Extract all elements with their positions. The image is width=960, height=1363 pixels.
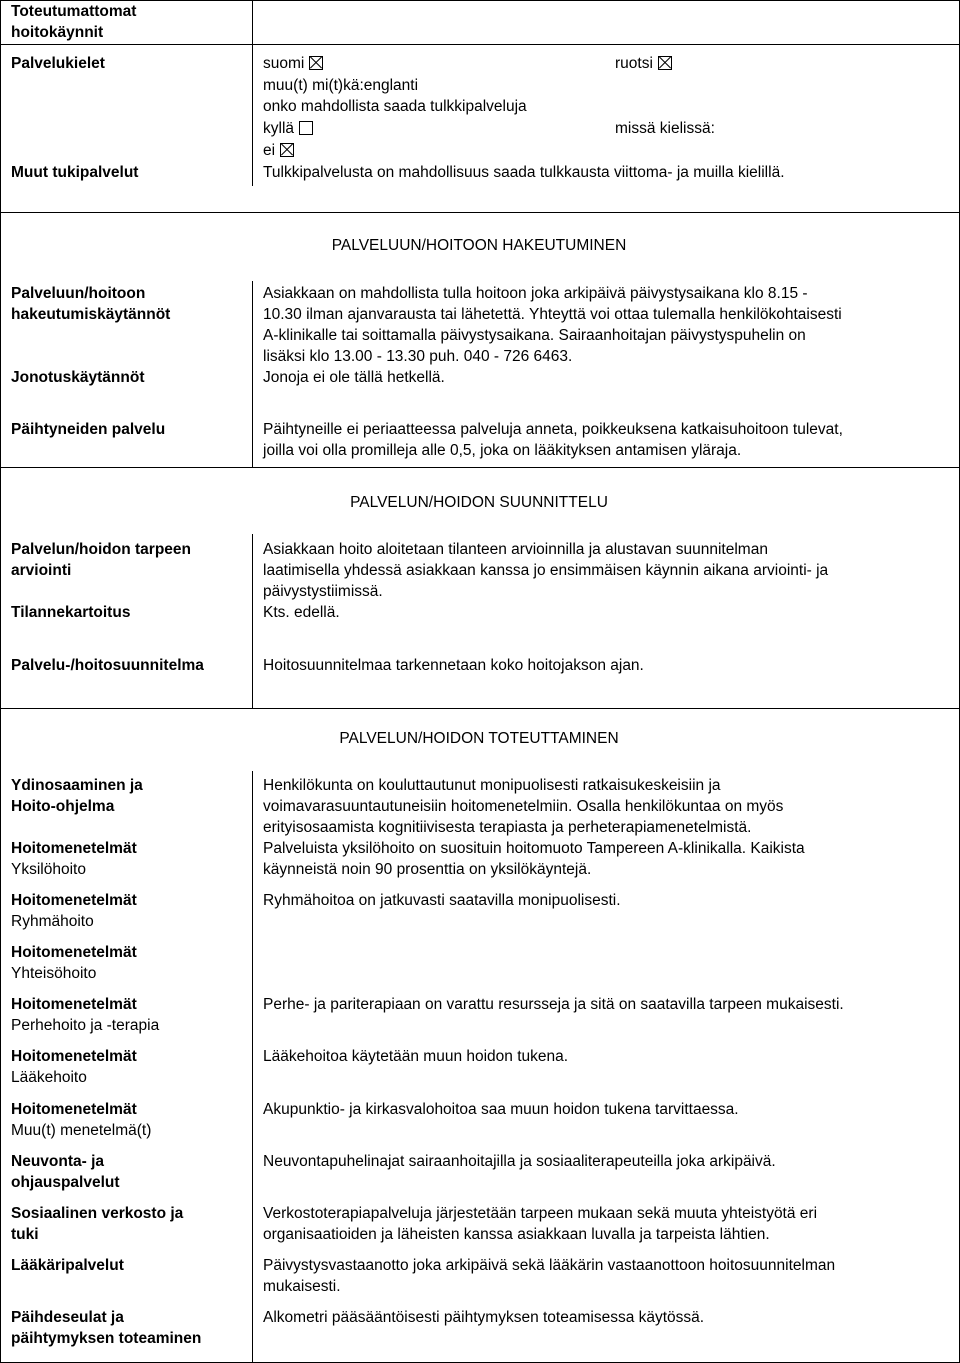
finnish-label: suomi	[263, 55, 305, 72]
group-therapy-line: Ryhmähoitoa on jatkuvasti saatavilla monipuolisesti.	[263, 892, 621, 909]
community-therapy-label: Hoitomenetelmät	[11, 944, 137, 961]
interpreter-no-option	[263, 140, 294, 161]
counselling-label: Neuvonta- ja	[11, 1153, 105, 1170]
interpreter-yes-option	[263, 118, 313, 139]
access-practice-line: A-klinikalle tai soittamalla päivystysaikana. Sairaanhoitajan päivystyspuhelin on	[263, 327, 806, 344]
implementation-table-divider	[252, 771, 253, 1363]
swedish-checkbox[interactable]	[658, 56, 672, 70]
access-practice-label-2: hakeutumiskäytännöt	[11, 306, 171, 323]
no-label: ei	[263, 142, 276, 159]
individual-therapy-line: Palveluista yksilöhoito on suosituin hoitomuoto Tampereen A-klinikalla. Kaikista	[263, 840, 805, 857]
community-therapy-label-2: Yhteisöhoito	[11, 965, 97, 982]
access-practice-line: 10.30 ilman ajanvarausta tai lähetettä. Yhteyttä voi ottaa tulemalla henkilökohtaisesti	[263, 306, 842, 323]
languages-table-divider	[252, 0, 253, 186]
doctor-services-label: Lääkäripalvelut	[11, 1257, 124, 1274]
intoxicated-service-line: joilla voi olla promilleja alle 0,5, joka on lääkityksen antamisen yläraja.	[263, 442, 742, 459]
individual-therapy-line: käynneistä noin 90 prosenttia on yksilökäyntejä.	[263, 861, 592, 878]
medication-line: Lääkehoitoa käytetään muun hoidon tukena.	[263, 1048, 569, 1065]
swedish-option	[615, 53, 672, 74]
assessment-line: laatimisella yhdessä asiakkaan kanssa jo ensimmäisen käynnin aikana arviointi- ja	[263, 562, 829, 579]
access-heading: PALVELUUN/HOITOON HAKEUTUMINEN	[331, 237, 627, 254]
social-network-line: Verkostoterapiapalveluja järjestetään tarpeen mukaan sekä muuta yhteistyötä eri	[263, 1205, 818, 1222]
interpreter-question-text: onko mahdollista saada tulkkipalveluja	[263, 98, 527, 115]
implementation-heading: PALVELUN/HOIDON TOTEUTTAMINEN	[339, 730, 619, 747]
swedish-label: ruotsi	[615, 55, 653, 72]
access-practice-line: Asiakkaan on mahdollista tulla hoitoon joka arkipäivä päivystysaikana klo 8.15 -	[263, 285, 808, 302]
situation-label: Tilannekartoitus	[11, 604, 131, 621]
intoxicated-service-label: Päihtyneiden palvelu	[11, 421, 166, 438]
unrealized-visits-label: Toteutumattomat	[11, 3, 137, 20]
support-services-text: Tulkkipalvelusta on mahdollisuus saada tulkkausta viittoma- ja muilla kielillä.	[263, 164, 785, 181]
which-languages-label: missä kielissä:	[615, 120, 715, 137]
core-competence-line: erityisosaamista kognitiivisesta terapiasta ja perheterapiamenetelmistä.	[263, 819, 752, 836]
doctor-services-line: mukaisesti.	[263, 1278, 341, 1295]
other-methods-label-2: Muu(t) menetelmä(t)	[11, 1122, 152, 1139]
unrealized-visits-label-2: hoitokäynnit	[11, 24, 104, 41]
finnish-checkbox[interactable]	[309, 56, 323, 70]
no-checkbox[interactable]	[280, 143, 294, 157]
intoxication-screening-label: Päihdeseulat ja	[11, 1309, 124, 1326]
social-network-label-2: tuki	[11, 1226, 39, 1243]
individual-therapy-label-2: Yksilöhoito	[11, 861, 86, 878]
individual-therapy-label: Hoitomenetelmät	[11, 840, 137, 857]
access-practice-label: Palveluun/hoitoon	[11, 285, 146, 302]
assessment-line: Asiakkaan hoito aloitetaan tilanteen arvioinnilla ja alustavan suunnitelman	[263, 541, 768, 558]
core-competence-line: Henkilökunta on kouluttautunut monipuolisesti ratkaisukeskeisiin ja	[263, 777, 721, 794]
care-plan-label: Palvelu-/hoitosuunnitelma	[11, 657, 204, 674]
planning-heading: PALVELUN/HOIDON SUUNNITTELU	[350, 494, 608, 511]
yes-checkbox[interactable]	[299, 121, 313, 135]
access-practice-line: lisäksi klo 13.00 - 13.30 puh. 040 - 726 6463.	[263, 348, 573, 365]
languages-header-divider	[0, 44, 960, 45]
queue-text: Jonoja ei ole tällä hetkellä.	[263, 369, 445, 386]
medication-label: Hoitomenetelmät	[11, 1048, 137, 1065]
intoxicated-service-line: Päihtyneille ei periaatteessa palveluja anneta, poikkeuksena katkaisuhoitoon tulevat,	[263, 421, 843, 438]
group-therapy-label-2: Ryhmähoito	[11, 913, 94, 930]
planning-table-divider	[252, 534, 253, 709]
core-competence-label-2: Hoito-ohjelma	[11, 798, 115, 815]
family-therapy-label: Hoitomenetelmät	[11, 996, 137, 1013]
support-services-label: Muut tukipalvelut	[11, 164, 139, 181]
assessment-label-2: arviointi	[11, 562, 72, 579]
social-network-line: organisaatioiden ja läheisten kanssa asiakkaan luvalla ja tarpeista lähtien.	[263, 1226, 770, 1243]
core-competence-label: Ydinosaaminen ja	[11, 777, 143, 794]
family-therapy-label-2: Perhehoito ja -terapia	[11, 1017, 160, 1034]
intoxication-screening-line: Alkometri pääsääntöisesti päihtymyksen toteamisessa käytössä.	[263, 1309, 705, 1326]
family-therapy-line: Perhe- ja pariterapiaan on varattu resursseja ja sitä on saatavilla tarpeen mukaisesti.	[263, 996, 844, 1013]
core-competence-line: voimavarasuuntautuneisiin hoitomenetelmiin. Osalla henkilökuntaa on myös	[263, 798, 784, 815]
counselling-line: Neuvontapuhelinajat sairaanhoitajilla ja sosiaaliterapeuteilla joka arkipäivä.	[263, 1153, 776, 1170]
finnish-option	[263, 53, 323, 74]
other-methods-label: Hoitomenetelmät	[11, 1101, 137, 1118]
situation-text: Kts. edellä.	[263, 604, 340, 621]
care-plan-text: Hoitosuunnitelmaa tarkennetaan koko hoitojakson ajan.	[263, 657, 644, 674]
social-network-label: Sosiaalinen verkosto ja	[11, 1205, 184, 1222]
group-therapy-label: Hoitomenetelmät	[11, 892, 137, 909]
assessment-line: päivystystiimissä.	[263, 583, 383, 600]
other-languages-text: muu(t) mi(t)kä:englanti	[263, 77, 419, 94]
yes-label: kyllä	[263, 120, 295, 137]
intoxication-screening-label-2: päihtymyksen toteaminen	[11, 1330, 202, 1347]
counselling-label-2: ohjauspalvelut	[11, 1174, 120, 1191]
other-methods-line: Akupunktio- ja kirkasvalohoitoa saa muun hoidon tukena tarvittaessa.	[263, 1101, 739, 1118]
medication-label-2: Lääkehoito	[11, 1069, 87, 1086]
doctor-services-line: Päivystysvastaanotto joka arkipäivä sekä lääkärin vastaanottoon hoitosuunnitelman	[263, 1257, 836, 1274]
access-table-divider	[252, 281, 253, 468]
assessment-label: Palvelun/hoidon tarpeen	[11, 541, 191, 558]
queue-label: Jonotuskäytännöt	[11, 369, 145, 386]
service-languages-label: Palvelukielet	[11, 55, 105, 72]
